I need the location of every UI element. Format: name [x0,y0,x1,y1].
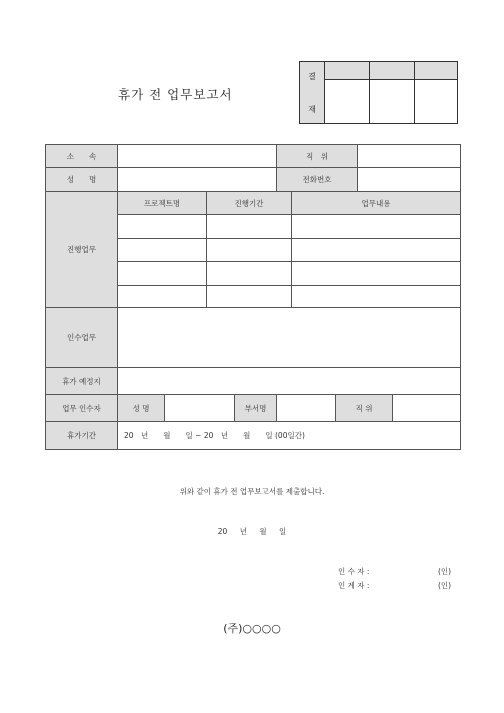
receiver-label: 인 수 자 : [338,567,370,576]
progress-period-cell[interactable] [207,215,292,238]
project-name-cell[interactable] [118,262,207,285]
vacation-location-field[interactable] [118,368,461,395]
project-name-header: 프로젝트명 [118,191,207,214]
approval-header-1 [325,62,370,80]
vacation-location-label: 휴가 예정지 [46,368,118,395]
report-form [45,144,461,450]
approval-label-bottom: 재 [308,104,316,114]
handover-label: 인 계 자 : [338,581,370,590]
submission-date: 20 년 월 일 [217,527,287,536]
position-label: 직 위 [277,145,358,168]
progress-period-cell[interactable] [207,262,292,285]
task-content-cell[interactable] [292,238,461,261]
task-content-cell[interactable] [292,215,461,238]
progress-period-cell[interactable] [207,285,292,307]
receiver-seal[interactable]: (인) [438,567,452,576]
document-title: 휴가 전 업무보고서 [118,87,233,102]
receiver-position-field[interactable] [393,394,461,422]
receiver-name-field[interactable] [165,394,235,422]
department-label: 부서명 [235,394,277,422]
company-name: (주)○○○○ [223,622,281,635]
task-content-cell[interactable] [292,285,461,307]
position-field[interactable] [358,145,461,168]
approval-sign-2[interactable] [370,80,415,124]
phone-label: 전화번호 [277,168,358,191]
approval-header-3 [415,62,458,80]
vacation-period-field[interactable]: 20 년 월 일 ~ 20 년 월 일 (00일간) [118,422,461,450]
affiliation-label: 소 속 [46,145,118,168]
name-label: 성 명 [46,168,118,191]
handover-seal[interactable]: (인) [438,581,452,590]
approval-sign-3[interactable] [415,80,458,124]
task-content-cell[interactable] [292,262,461,285]
department-field[interactable] [277,394,336,422]
progress-period-header: 진행기간 [207,191,292,214]
task-receiver-label: 업무 인수자 [46,394,118,422]
approval-header-2 [370,62,415,80]
receiver-name-label: 성 명 [118,394,165,422]
handover-tasks-label: 인수업무 [46,308,118,368]
project-name-cell[interactable] [118,215,207,238]
affiliation-field[interactable] [118,145,277,168]
project-name-cell[interactable] [118,285,207,307]
progress-period-cell[interactable] [207,238,292,261]
approval-label [300,62,325,124]
phone-field[interactable] [358,168,461,191]
receiver-position-label: 직 위 [336,394,393,422]
approval-box [299,61,458,124]
task-content-header: 업무내용 [292,191,461,214]
name-field[interactable] [118,168,277,191]
submission-statement: 위와 같이 휴가 전 업무보고서를 제출합니다. [179,487,325,496]
handover-tasks-field[interactable] [118,308,461,368]
approval-label-top: 결 [308,71,316,81]
approval-sign-1[interactable] [325,80,370,124]
project-name-cell[interactable] [118,238,207,261]
vacation-period-label: 휴가기간 [46,422,118,450]
ongoing-tasks-label: 진행업무 [46,191,118,307]
